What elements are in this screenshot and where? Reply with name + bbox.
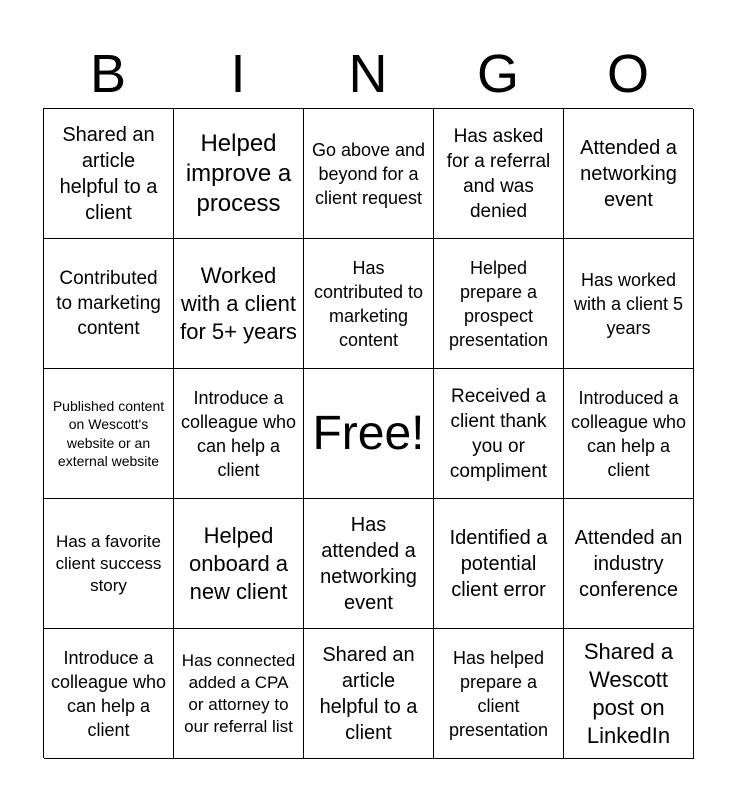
cell-text: Has contributed to marketing content: [313, 257, 424, 350]
bingo-cell[interactable]: [304, 239, 434, 369]
bingo-cell[interactable]: [174, 239, 304, 369]
cell-text: Has asked for a referral and was denied: [446, 125, 551, 222]
bingo-cell[interactable]: [304, 629, 434, 759]
bingo-cell[interactable]: [304, 109, 434, 239]
cell-text: Shared an article helpful to a client: [319, 643, 418, 744]
cell-text: Has attended a networking event: [320, 513, 417, 614]
bingo-cell[interactable]: [564, 369, 694, 499]
cell-text: Attended an industry conference: [574, 526, 683, 601]
cell-text: Introduce a colleague who can help a client: [180, 387, 297, 480]
cell-text: Has a favorite client success story: [55, 531, 162, 595]
bingo-cell[interactable]: [174, 369, 304, 499]
bingo-cell[interactable]: [564, 499, 694, 629]
bingo-cell[interactable]: [174, 499, 304, 629]
header-letter-b: B: [89, 44, 127, 104]
cell-text: Helped improve a process: [185, 129, 292, 217]
cell-text: Published content on Wescott's website or an external website: [52, 397, 165, 469]
bingo-cell[interactable]: [44, 239, 174, 369]
cell-text: Attended a networking event: [580, 136, 677, 211]
bingo-cell[interactable]: [564, 109, 694, 239]
bingo-cell[interactable]: [564, 239, 694, 369]
header-letter-i: I: [230, 44, 246, 104]
cell-text: Contributed to marketing content: [56, 268, 161, 339]
bingo-cell[interactable]: [44, 629, 174, 759]
cell-text: Introduced a colleague who can help a client: [570, 387, 687, 480]
bingo-cell[interactable]: [174, 629, 304, 759]
bingo-cell[interactable]: [174, 109, 304, 239]
cell-text: Helped prepare a prospect presentation: [448, 257, 549, 350]
bingo-cell[interactable]: [44, 109, 174, 239]
free-space-cell[interactable]: [304, 369, 434, 499]
cell-text: Identified a potential client error: [449, 526, 548, 601]
bingo-cell[interactable]: [434, 369, 564, 499]
cell-text: Helped onboard a new client: [188, 522, 289, 604]
bingo-cell[interactable]: [434, 499, 564, 629]
cell-text: Worked with a client for 5+ years: [180, 262, 297, 344]
header-letter-n: N: [348, 44, 388, 104]
cell-text: Has helped prepare a client presentation: [448, 647, 549, 740]
bingo-cell[interactable]: [434, 239, 564, 369]
header-letter-o: O: [606, 44, 649, 104]
bingo-cell[interactable]: [44, 499, 174, 629]
cell-text: Has worked with a client 5 years: [573, 269, 684, 338]
bingo-cell[interactable]: [434, 109, 564, 239]
cell-text: Received a client thank you or compliment: [449, 385, 548, 482]
bingo-board: [43, 108, 693, 758]
header-letter-g: G: [476, 44, 519, 104]
bingo-cell[interactable]: [434, 629, 564, 759]
bingo-header: [43, 40, 693, 108]
bingo-cell[interactable]: [304, 499, 434, 629]
cell-text: Shared a Wescott post on LinkedIn: [583, 638, 674, 748]
bingo-cell[interactable]: [564, 629, 694, 759]
cell-text: Introduce a colleague who can help a client: [50, 647, 167, 740]
cell-text: Go above and beyond for a client request: [311, 139, 426, 208]
cell-text: Shared an article helpful to a client: [59, 123, 158, 224]
bingo-cell[interactable]: [44, 369, 174, 499]
cell-text: Has connected added a CPA or attorney to our referral list: [181, 650, 296, 736]
free-space-text: Free!: [312, 406, 425, 460]
